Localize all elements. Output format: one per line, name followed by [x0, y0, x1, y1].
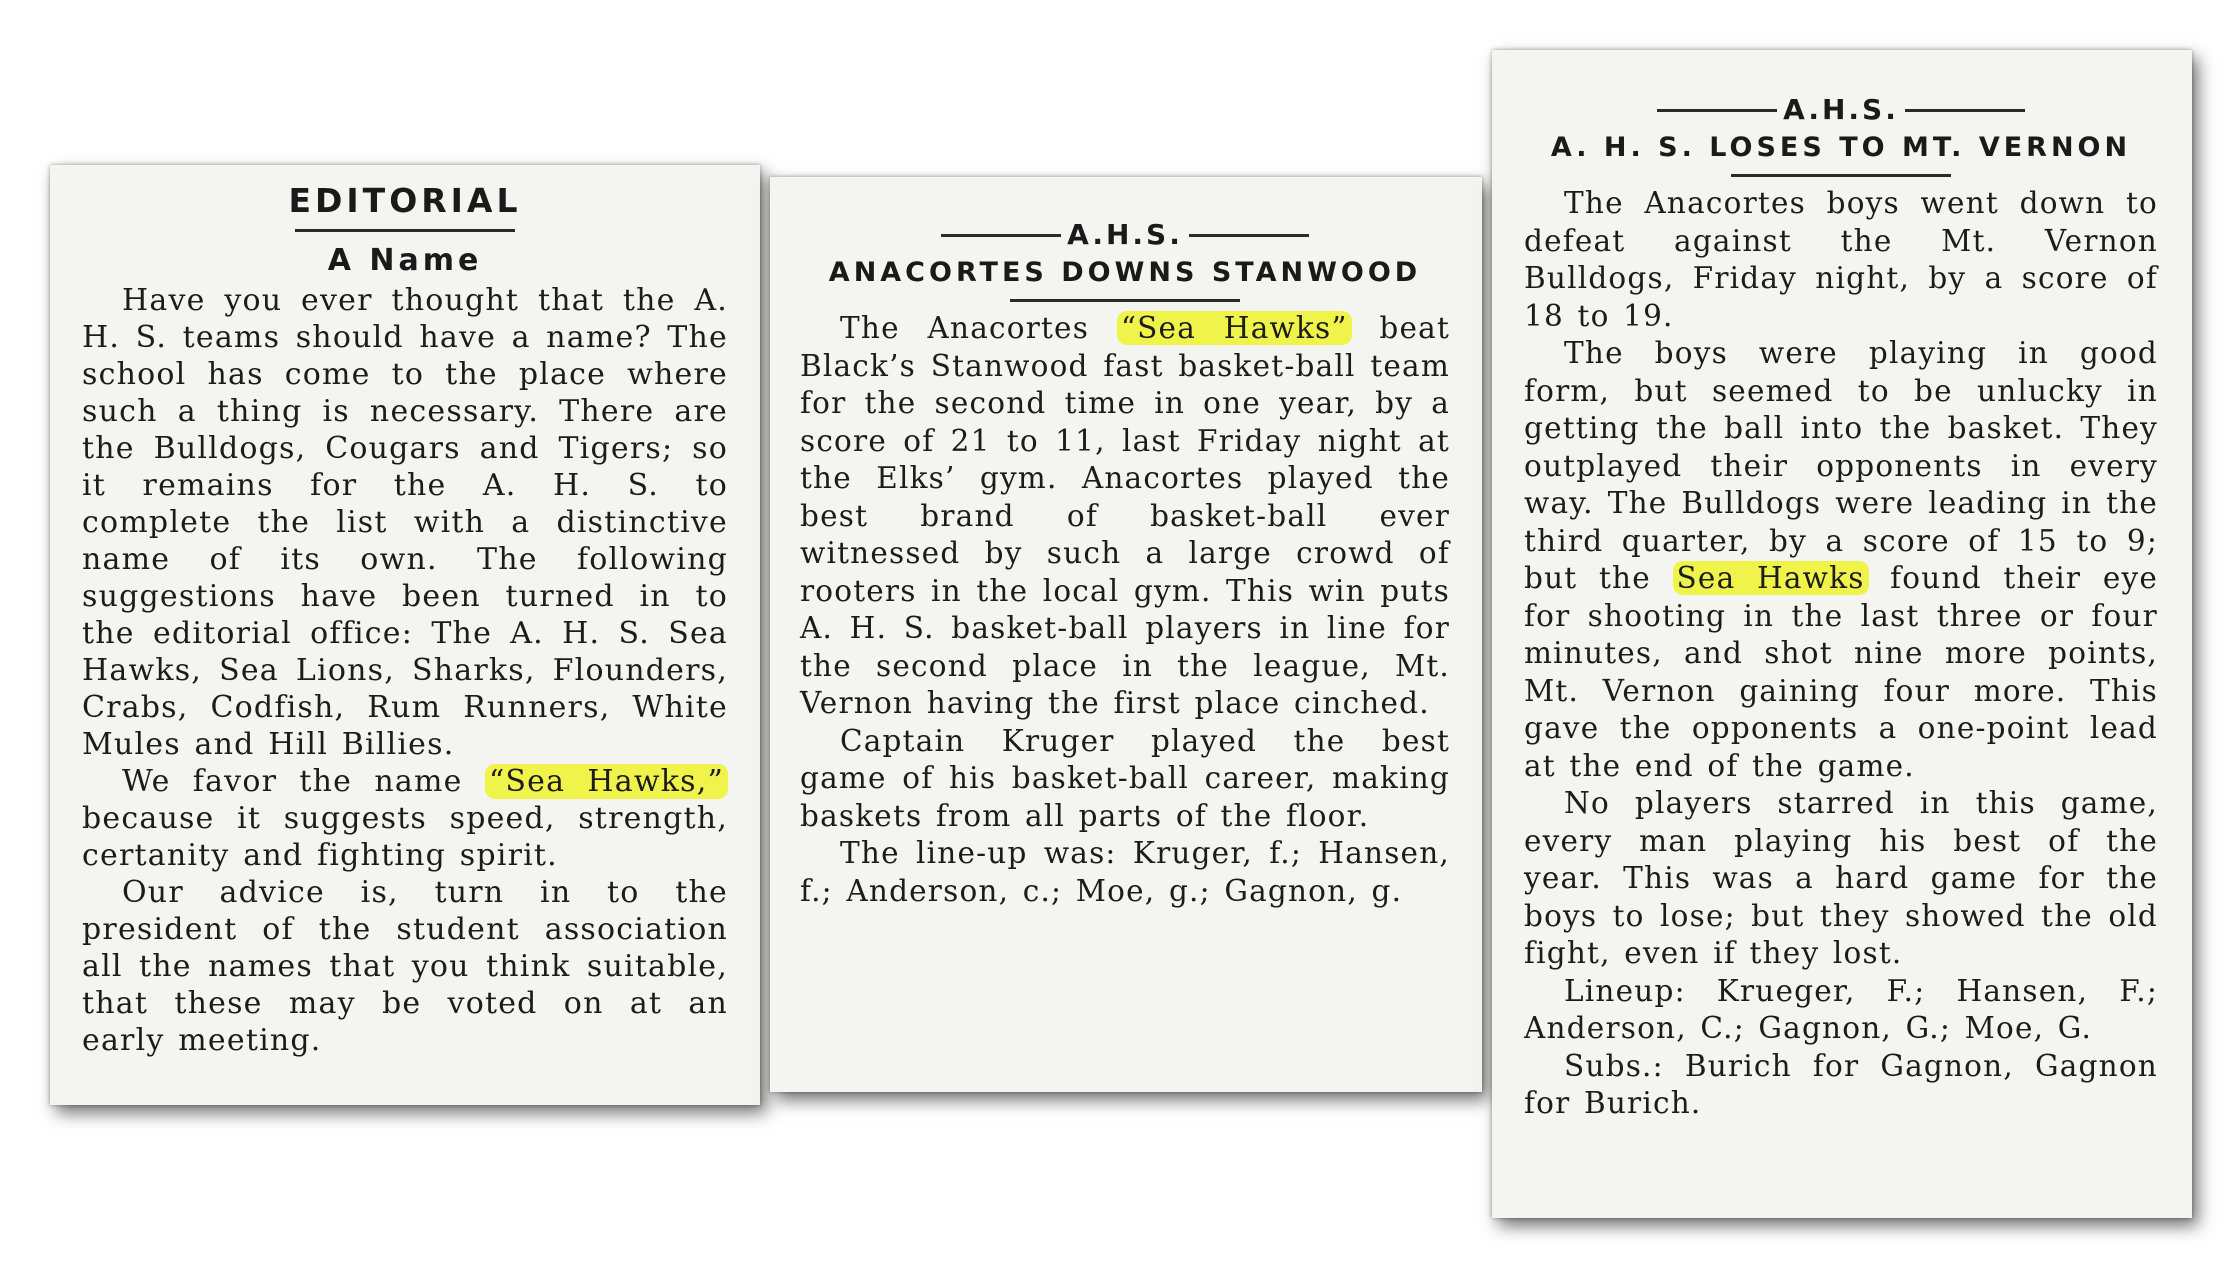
paragraph-text: because it suggests speed, strength, certanity and fighting spirit. [82, 801, 728, 873]
article-paragraph-1: The Anacortes boys went down to defeat against the Mt. Vernon Bulldogs, Friday night, by a score of 18 to 19. [1524, 186, 2158, 333]
article-paragraph-4: Lineup: Krueger, F.; Hansen, F.; Anderson, C.; Gagnon, G.; Moe, G. [1524, 973, 2158, 1045]
clipping-anacortes-downs-stanwood [770, 177, 1482, 1092]
article-paragraph-3: The line-up was: Kruger, f.; Hansen, f.; Anderson, c.; Moe, g.; Gagnon, g. [800, 836, 1450, 908]
paragraph-text: The boys were playing in good form, but seemed to be unlucky in getting the ball into the basket. They outplayed their opponents in every way. The Bulldogs were leading in the third quarter, by a score of 15 to 9; but the [1524, 336, 2158, 595]
paragraph-text: beat Black’s Stanwood fast basket-ball team for the second time in one year, by a score of 21 to 11, last Friday night at the Elks’ gym. Anacortes played the best brand of basket-ball ever witnessed by such a large crowd of rooters in the local gym. This win puts A. H. S. basket-ball players in line for the second place in the league, Mt. Vernon having the first place cinched. [800, 311, 1450, 720]
heading-rule [295, 229, 515, 232]
kicker-text: A.H.S. [1783, 93, 1899, 126]
dash-rule [1657, 109, 1777, 112]
kicker-text: A.H.S. [1067, 218, 1183, 251]
heading-rule [1010, 299, 1240, 302]
sea-hawks-highlight: Sea Hawks [1673, 561, 1869, 595]
dash-rule [1905, 109, 2025, 112]
kicker-line [800, 217, 1450, 253]
dash-rule [941, 234, 1061, 237]
sea-hawks-highlight: “Sea Hawks” [1117, 311, 1352, 345]
article-heading: A. H. S. LOSES TO MT. VERNON [1550, 132, 2132, 163]
article-heading: ANACORTES DOWNS STANWOOD [828, 257, 1422, 288]
editorial-heading: EDITORIAL [288, 181, 522, 220]
clipping-editorial [50, 165, 760, 1105]
article-paragraph-2 [1524, 335, 2158, 785]
paragraph-text: We favor the name [122, 764, 485, 799]
article-paragraph-1 [800, 310, 1450, 723]
kicker-line [1524, 92, 2158, 128]
editorial-subheading: A Name [327, 243, 483, 278]
article-paragraph-2: Captain Kruger played the best game of his basket-ball career, making baskets from all parts of the floor. [800, 723, 1450, 833]
heading-rule [1731, 174, 1951, 177]
paragraph-text: The Anacortes [840, 311, 1117, 345]
dash-rule [1189, 234, 1309, 237]
paragraph-text: found their eye for shooting in the last three or four minutes, and shot nine more points, Mt. Vernon gaining four more. This gave the opponents a one-point lead at the end of the game. [1524, 561, 2159, 783]
editorial-paragraph-1: Have you ever thought that the A. H. S. teams should have a name? The school has come to the place where such a thing is necessary. There are the Bulldogs, Cougars and Tigers; so it remains for the A. H. S. to complete the list with a distinctive name of its own. The following suggestions have been turned in to the editorial office: The A. H. S. Sea Hawks, Sea Lions, Sharks, Flounders, Crabs, Codfish, Rum Runners, White Mules and Hill Billies. [82, 283, 728, 762]
article-paragraph-5: Subs.: Burich for Gagnon, Gagnon for Burich. [1524, 1048, 2158, 1120]
editorial-paragraph-3: Our advice is, turn in to the president of the student association all the names that you think suitable, that these may be voted on at an early meeting. [82, 875, 728, 1058]
editorial-paragraph-2 [82, 763, 728, 874]
clipping-ahs-loses-to-mt-vernon [1492, 50, 2192, 1218]
sea-hawks-highlight: “Sea Hawks,” [485, 764, 728, 799]
article-paragraph-3: No players starred in this game, every man playing his best of the year. This was a hard game for the boys to lose; but they showed the old fight, even if they lost. [1524, 786, 2158, 970]
